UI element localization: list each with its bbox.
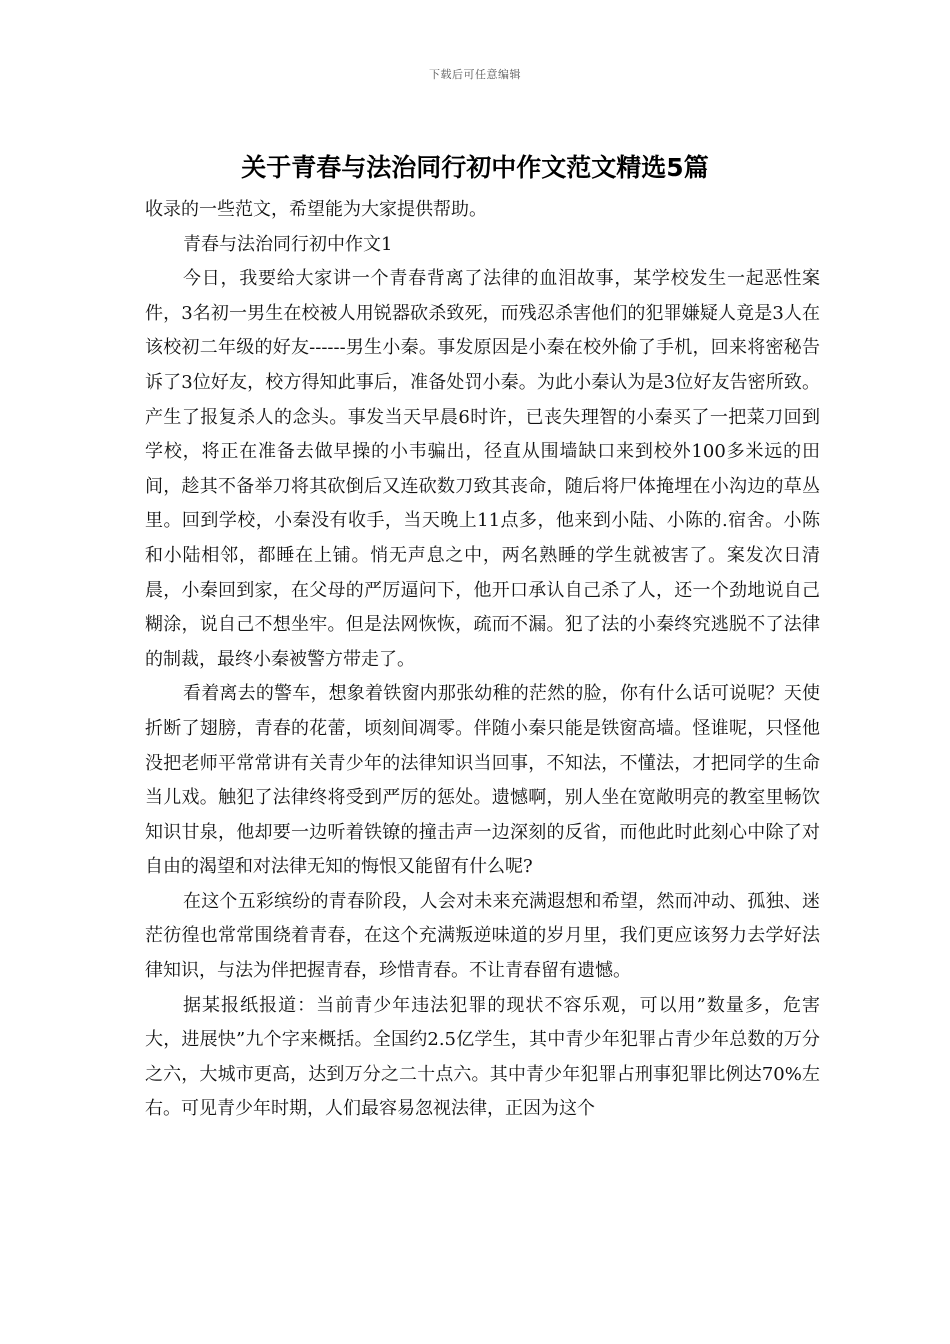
paragraph: 今日，我要给大家讲一个青春背离了法律的血泪故事，某学校发生一起恶性案件，3名初一男生在校被人用锐器砍杀致死，而残忍杀害他们的犯罪嫌疑人竟是3人在该校初二年级的好友------男生小秦。事发原因是小秦在校外偷了手机，回来将密秘告诉了3位好友，校方得知此事后，准备处罚小秦。为此小秦认为是3位好友告密所致。产生了报复杀人的念头。事发当天早晨6时许，已丧失理智的小秦买了一把菜刀回到学校，将正在准备去做早操的小韦骗出，径直从围墙缺口来到校外100多米远的田间，趁其不备举刀将其砍倒后又连砍数刀致其丧命，随后将尸体掩埋在小沟边的草丛里。回到学校，小秦没有收手，当天晚上11点多，他来到小陆、小陈的.宿舍。小陈和小陆相邻，都睡在上铺。悄无声息之中，两名熟睡的学生就被害了。案发次日清晨，小秦回到家，在父母的严厉逼问下，他开口承认自己杀了人，还一个劲地说自己糊涂，说自己不想坐牢。但是法网恢恢，疏而不漏。犯了法的小秦终究逃脱不了法律的制裁，最终小秦被警方带走了。 bbox=[145, 268, 820, 670]
paragraph: 看着离去的警车，想象着铁窗内那张幼稚的茫然的脸，你有什么话可说呢？天使折断了翅膀，青春的花蕾，顷刻间凋零。伴随小秦只能是铁窗高墙。怪谁呢，只怪他没把老师平常常讲有关青少年的法律知识当回事，不知法，不懂法，才把同学的生命当儿戏。触犯了法律终将受到严厉的惩处。遗憾啊，别人坐在宽敞明亮的教室里畅饮知识甘泉，他却要一边听着铁镣的撞击声一边深刻的反省，而他此时此刻心中除了对自由的渴望和对法律无知的悔恨又能留有什么呢? bbox=[145, 683, 820, 878]
document-body bbox=[145, 193, 820, 1127]
page-header-note: 下载后可任意编辑 bbox=[429, 68, 521, 81]
paragraph: 在这个五彩缤纷的青春阶段，人会对未来充满遐想和希望，然而冲动、孤独、迷茫彷徨也常常围绕着青春，在这个充满叛逆味道的岁月里，我们更应该努力去学好法律知识，与法为伴把握青春，珍惜青春。不让青春留有遗憾。 bbox=[145, 890, 820, 982]
essay-heading: 青春与法治同行初中作文1 bbox=[183, 233, 393, 255]
paragraph: 据某报纸报道：当前青少年违法犯罪的现状不容乐观，可以用”数量多，危害大，进展快”九个字来概括。全国约2.5亿学生，其中青少年犯罪占青少年总数的万分之六，大城市更高，达到万分之二十点六。其中青少年犯罪占刑事犯罪比例达70%左右。可见青少年时期，人们最容易忽视法律，正因为这个 bbox=[145, 994, 820, 1120]
document-title: 关于青春与法治同行初中作文范文精选5篇 bbox=[241, 153, 709, 182]
paragraph-intro: 收录的一些范文，希望能为大家提供帮助。 bbox=[145, 199, 487, 220]
